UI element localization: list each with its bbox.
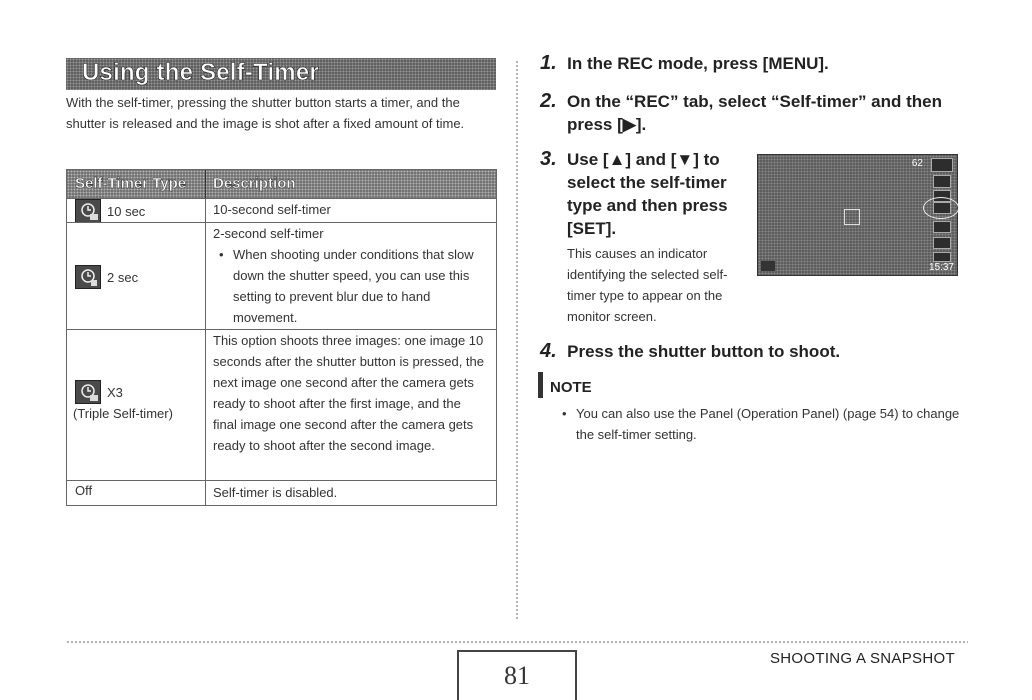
table-row <box>67 480 496 505</box>
footer-section-name: SHOOTING A SNAPSHOT <box>770 650 955 667</box>
section-title: Using the Self-Timer <box>82 59 319 86</box>
note-text <box>556 403 976 445</box>
note-marker <box>538 372 543 398</box>
page-number: 81 <box>457 650 577 700</box>
self-timer-10-icon <box>75 199 101 223</box>
description-cell: 10-second self-timer <box>213 202 331 217</box>
step-4 <box>540 340 840 363</box>
shots-remaining: 62 <box>911 158 923 169</box>
camera-monitor-screen <box>757 154 958 276</box>
header-description: Description <box>213 175 296 192</box>
step-1 <box>540 52 829 75</box>
self-timer-2-icon <box>75 265 101 289</box>
note-title: NOTE <box>550 379 592 396</box>
step-number: 4. <box>540 340 557 362</box>
section-heading-banner <box>66 58 496 90</box>
description-cell: This option shoots three images: one image 10 seconds after the shutter button is pressed, the next image one second after the camera gets ready to shoot after the first image, and the final image one second after the camera gets ready to shoot after the second image. <box>213 333 484 453</box>
type-label: X3 <box>107 384 123 400</box>
table-row <box>67 329 496 480</box>
description-cell: Self-timer is disabled. <box>213 485 338 500</box>
intro-paragraph: With the self-timer, pressing the shutter button starts a timer, and the shutter is released and the image is shot after a fixed amount of time. <box>66 95 465 131</box>
footer-rule <box>66 640 968 644</box>
step-detail: This causes an indicator identifying the selected self-timer type to appear on the monitor screen. <box>567 246 728 324</box>
iso-icon <box>933 221 951 233</box>
step-2 <box>540 90 970 136</box>
focus-frame <box>844 209 860 225</box>
step-text: Use [▲] and [▼] to select the self-timer type and then press [SET]. <box>567 150 728 238</box>
quality-icon <box>933 175 951 188</box>
self-timer-x3-icon <box>75 380 101 404</box>
step-text: In the REC mode, press [MENU]. <box>567 54 829 73</box>
type-sublabel: (Triple Self-timer) <box>73 406 173 421</box>
note-bullet: • You can also use the Panel (Operation Panel) (page 54) to change the self-timer setting. <box>556 403 976 445</box>
type-label: 10 sec <box>107 203 146 219</box>
battery-icon <box>761 261 775 271</box>
step-text: Press the shutter button to shoot. <box>567 342 841 361</box>
table-row <box>67 198 496 222</box>
clock-readout: 15:37 <box>928 262 954 273</box>
type-label: Off <box>75 483 93 498</box>
image-size-icon <box>931 158 953 172</box>
table-header <box>67 170 496 198</box>
self-timer-table <box>66 169 497 506</box>
table-row <box>67 222 496 329</box>
white-balance-icon <box>933 237 951 249</box>
column-divider <box>515 60 519 620</box>
step-text: On the “REC” tab, select “Self-timer” and then press [▶]. <box>567 92 943 134</box>
description-cell: 2-second self-timer <box>213 226 324 241</box>
step-number: 2. <box>540 90 557 112</box>
step-number: 1. <box>540 52 557 74</box>
step-number: 3. <box>540 148 557 170</box>
step-3 <box>540 148 750 327</box>
ev-icon <box>933 252 951 262</box>
type-label: 2 sec <box>107 269 139 285</box>
header-type: Self-Timer Type <box>75 175 187 192</box>
self-timer-indicator-icon <box>933 202 951 214</box>
description-bullet: • When shooting under conditions that slow down the shutter speed, you can use this setting to prevent blur due to hand movement. <box>213 244 488 328</box>
